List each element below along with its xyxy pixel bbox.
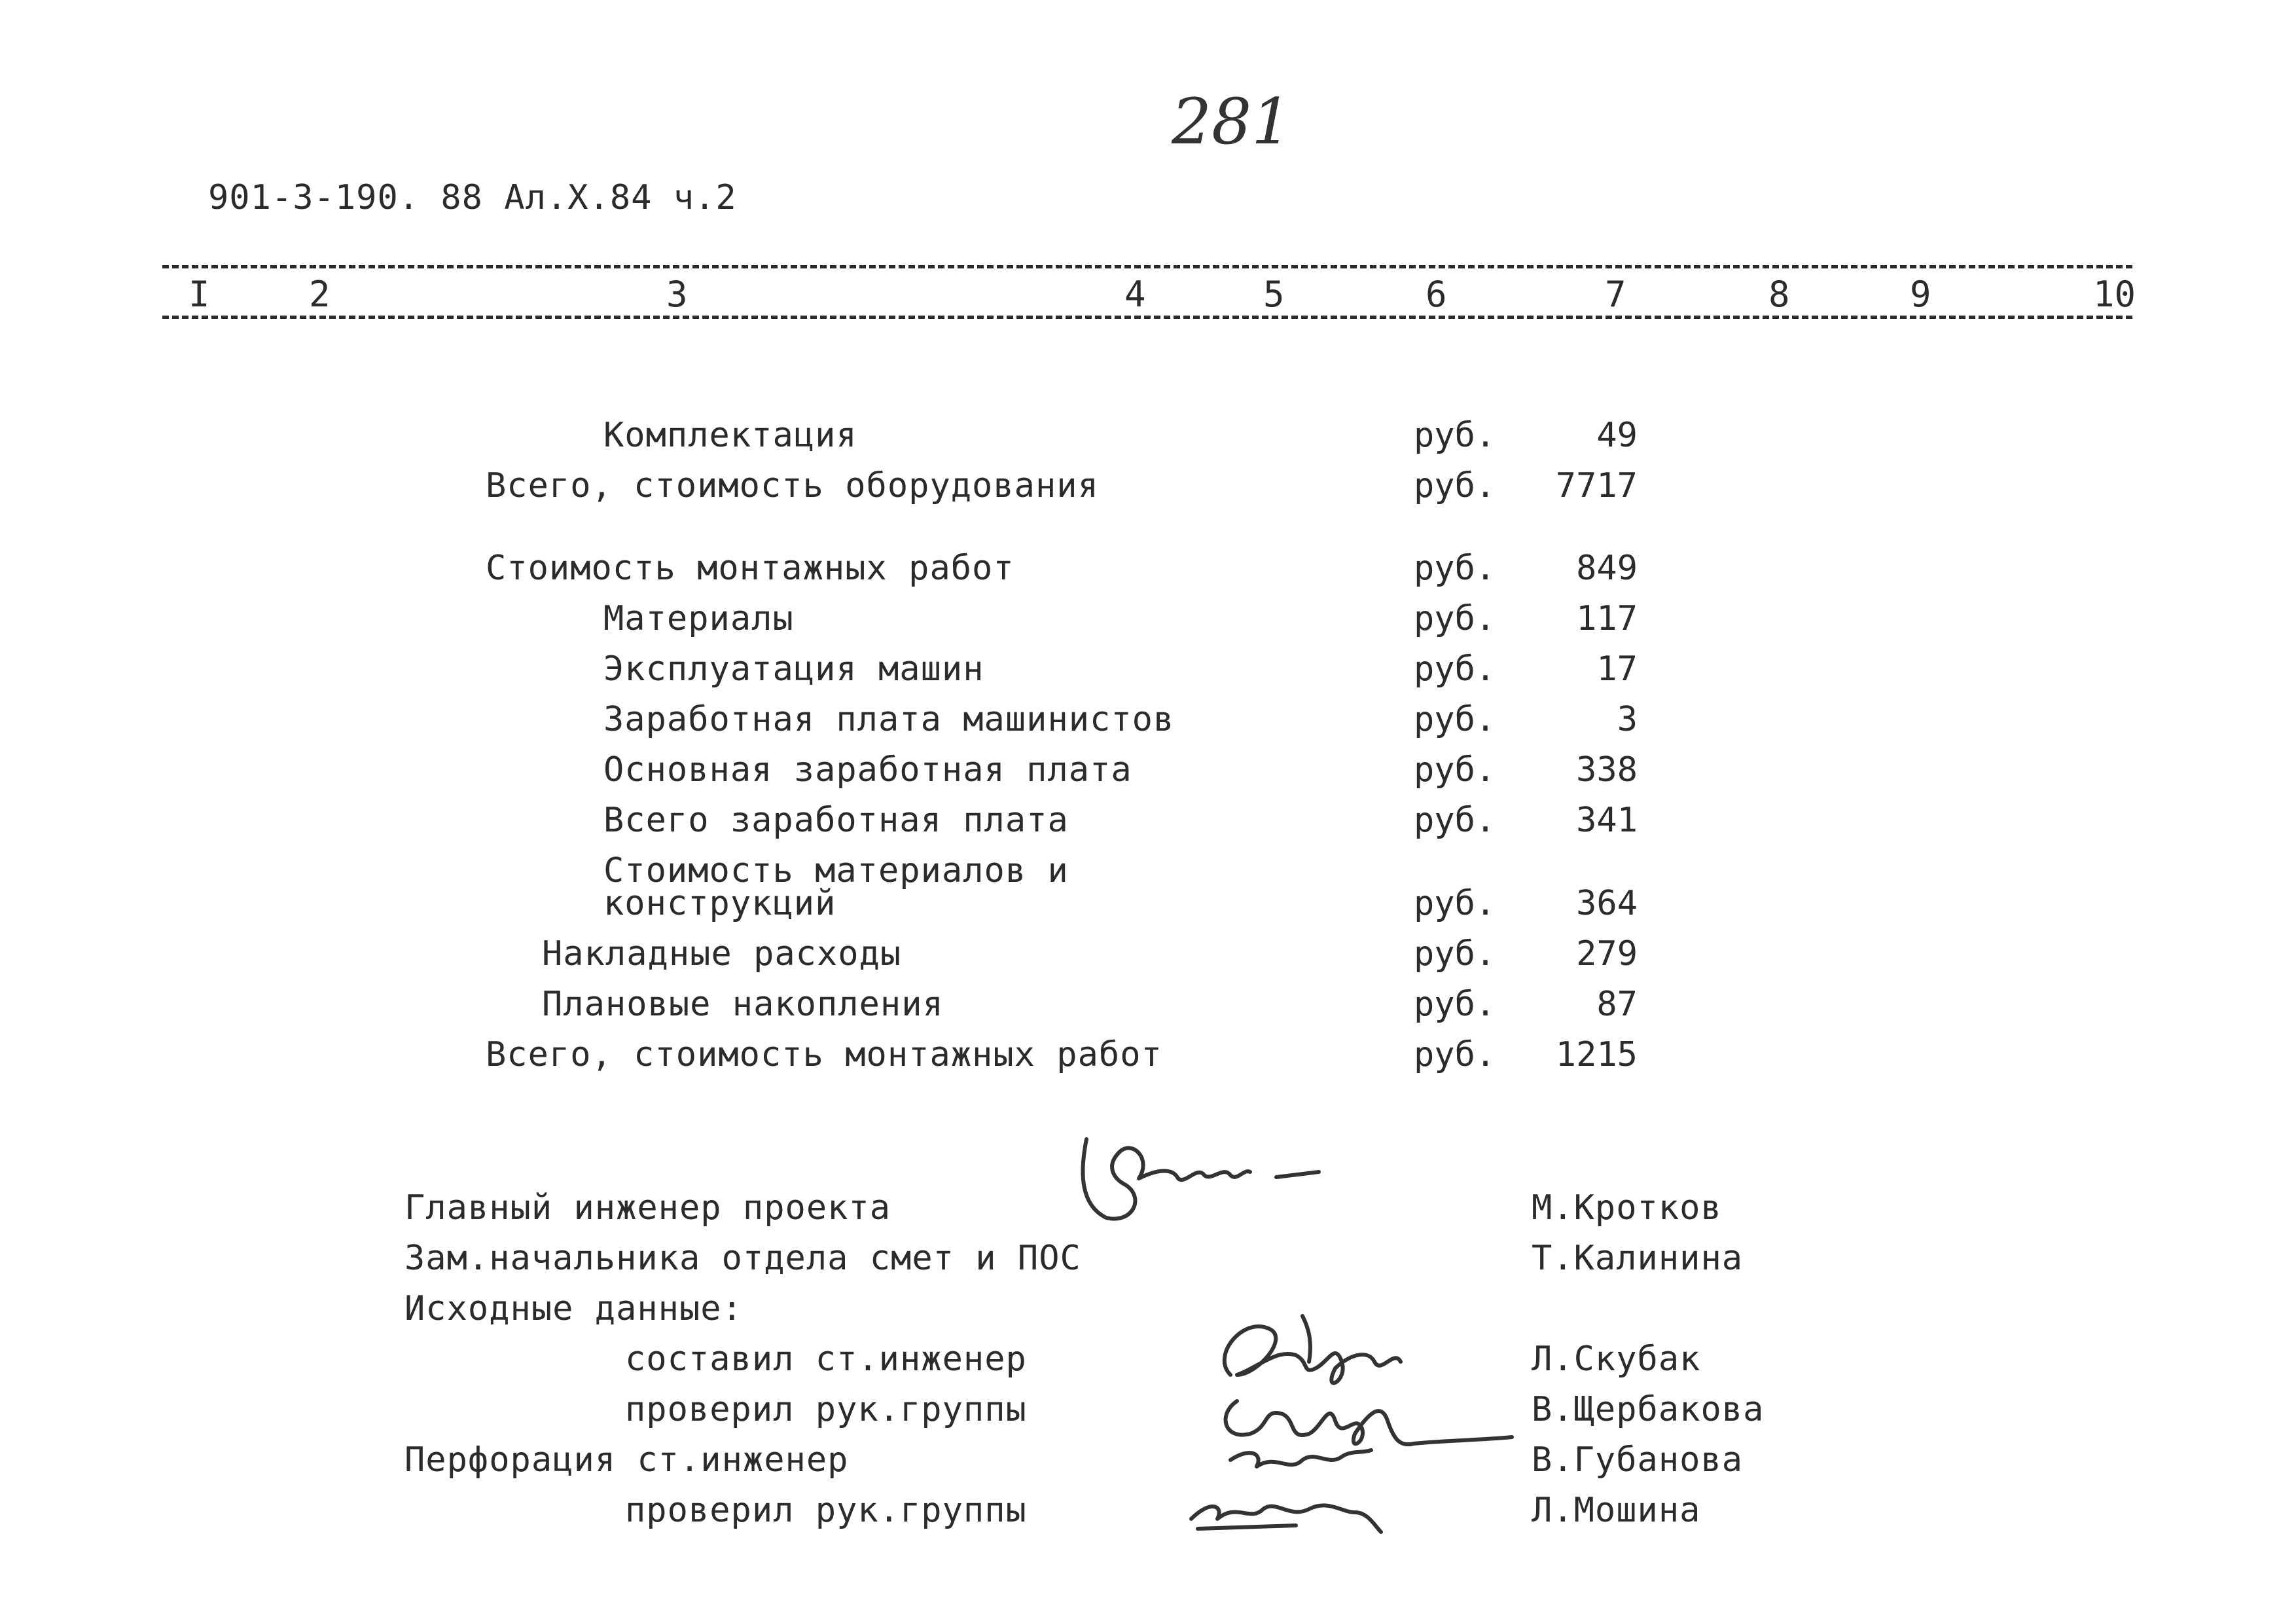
row-value: 1215 <box>1555 1035 1638 1074</box>
header-bottom-rule <box>162 316 2132 319</box>
row-value: 49 <box>1596 416 1638 455</box>
row-unit: руб. <box>1414 884 1496 923</box>
row-value: 87 <box>1596 985 1638 1024</box>
row-label: Комплектация <box>603 416 857 455</box>
row-value: 17 <box>1596 649 1638 689</box>
row-unit: руб. <box>1414 466 1496 505</box>
row-label: Стоимость материалов и <box>603 851 1069 890</box>
signer-name: Т.Калинина <box>1532 1239 1744 1278</box>
row-label: Стоимость монтажных работ <box>486 549 1014 588</box>
row-value: 117 <box>1576 599 1638 638</box>
signer-role: составил ст.инженер <box>625 1340 1027 1379</box>
row-unit: руб. <box>1414 934 1496 974</box>
column-number-4: 4 <box>1124 274 1146 315</box>
row-unit: руб. <box>1414 599 1496 638</box>
signer-name: В.Губанова <box>1532 1440 1744 1480</box>
row-unit: руб. <box>1414 1035 1496 1074</box>
column-number-3: 3 <box>666 274 688 315</box>
signature-chief-engineer <box>1067 1120 1329 1231</box>
row-label: Плановые накопления <box>542 985 944 1024</box>
header-top-rule <box>162 265 2132 268</box>
signer-name: В.Щербакова <box>1532 1390 1765 1429</box>
row-label: Материалы <box>603 599 794 638</box>
row-value: 338 <box>1576 750 1638 790</box>
row-value: 279 <box>1576 934 1638 974</box>
signer-role: Перфорация ст.инженер <box>404 1440 849 1480</box>
column-number-5: 5 <box>1263 274 1285 315</box>
column-number-1: I <box>188 274 210 315</box>
signer-role: Зам.начальника отдела смет и ПОС <box>404 1239 1081 1278</box>
column-number-10: 10 <box>2093 274 2136 315</box>
row-unit: руб. <box>1414 549 1496 588</box>
row-unit: руб. <box>1414 649 1496 689</box>
row-label: Основная заработная плата <box>603 750 1132 790</box>
row-value: 364 <box>1576 884 1638 923</box>
column-number-8: 8 <box>1768 274 1790 315</box>
column-number-7: 7 <box>1605 274 1626 315</box>
row-value: 7717 <box>1555 466 1638 505</box>
row-label: Заработная плата машинистов <box>603 700 1175 739</box>
signer-name: М.Кротков <box>1532 1188 1722 1228</box>
signer-role: Исходные данные: <box>404 1289 743 1328</box>
row-value: 3 <box>1617 700 1638 739</box>
signer-role: проверил рук.группы <box>625 1491 1027 1530</box>
signer-name: Л.Мошина <box>1532 1491 1701 1530</box>
row-unit: руб. <box>1414 700 1496 739</box>
row-value: 341 <box>1576 801 1638 840</box>
row-unit: руб. <box>1414 985 1496 1024</box>
row-label: Всего, стоимость монтажных работ <box>486 1035 1162 1074</box>
row-unit: руб. <box>1414 750 1496 790</box>
page-number: 281 <box>1172 85 1292 158</box>
row-label: Накладные расходы <box>542 934 902 974</box>
row-label: Всего заработная плата <box>603 801 1069 840</box>
signer-role: проверил рук.группы <box>625 1390 1027 1429</box>
row-label: Всего, стоимость оборудования <box>486 466 1099 505</box>
signer-role: Главный инженер проекта <box>404 1188 891 1228</box>
column-number-2: 2 <box>309 274 331 315</box>
signature-perforation-check <box>1178 1480 1394 1539</box>
signer-name: Л.Скубак <box>1532 1340 1701 1379</box>
row-label: Эксплуатация машин <box>603 649 984 689</box>
row-unit: руб. <box>1414 801 1496 840</box>
row-value: 849 <box>1576 549 1638 588</box>
column-number-9: 9 <box>1910 274 1931 315</box>
row-label: конструкций <box>603 884 836 923</box>
row-unit: руб. <box>1414 416 1496 455</box>
signature-perforation <box>1217 1434 1388 1486</box>
document-code: 901-3-190. 88 Ал.X.84 ч.2 <box>208 178 737 217</box>
column-number-6: 6 <box>1426 274 1447 315</box>
